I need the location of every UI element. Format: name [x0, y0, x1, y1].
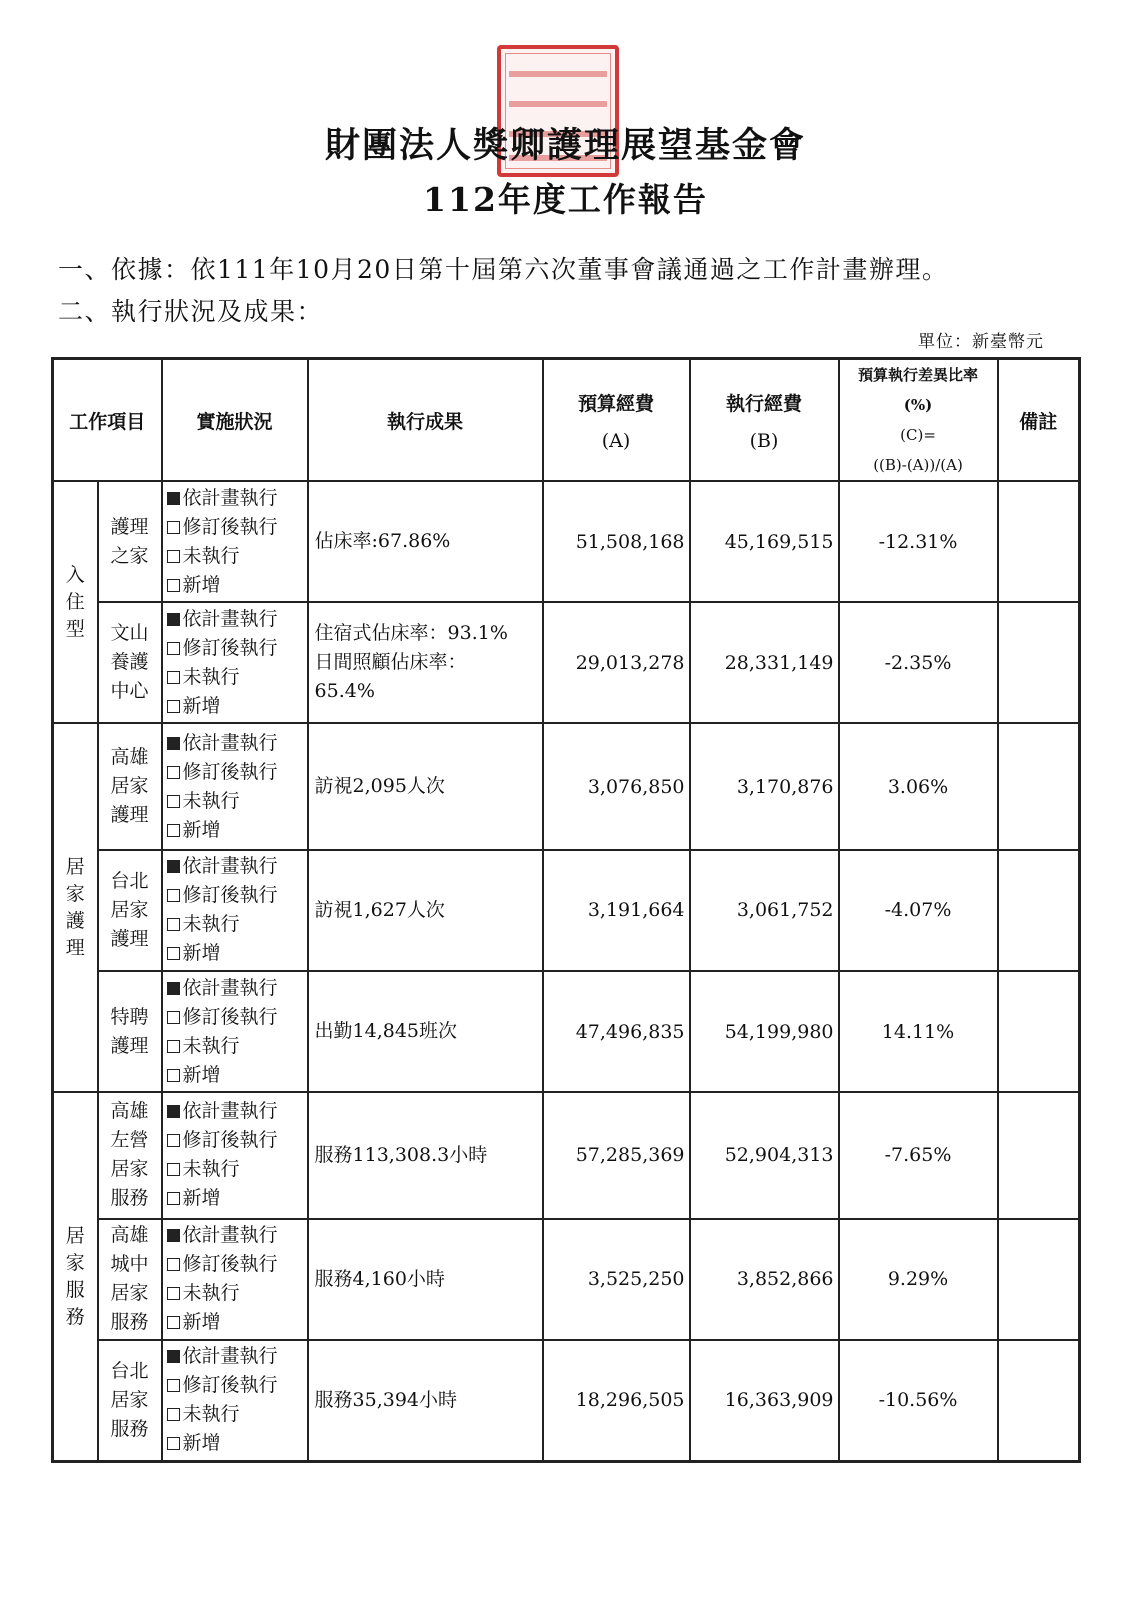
status-checklist: [162, 481, 308, 602]
work-item-line: 養護: [110, 651, 149, 674]
work-item-line: 文山: [110, 622, 149, 645]
empty-box-icon: [167, 1163, 180, 1176]
spent-cell: 16,363,909: [690, 1340, 839, 1462]
note-cell: [998, 971, 1080, 1092]
status-option-label: 修訂後執行: [182, 884, 278, 907]
status-option-label: 依計畫執行: [182, 855, 278, 878]
header-spent-label: 執行經費: [726, 392, 803, 415]
empty-box-icon: [167, 521, 180, 534]
empty-box-icon: [167, 889, 180, 902]
status-checklist: [162, 850, 308, 971]
work-item-cell: [98, 481, 162, 602]
document-subtitle: 112年度工作報告: [423, 180, 708, 219]
header-ratio-label: 預算執行差異比率: [858, 366, 979, 384]
budget-cell: 51,508,168: [543, 481, 690, 602]
status-option: [167, 692, 307, 721]
result-cell: [308, 723, 543, 849]
spent-cell: 3,061,752: [690, 850, 839, 971]
variance-ratio-cell: 3.06%: [839, 723, 998, 849]
status-option: [167, 881, 307, 910]
status-option: [167, 816, 307, 845]
status-option: [167, 663, 307, 692]
work-item-line: 服務: [110, 1187, 149, 1210]
status-option-label: 未執行: [182, 1158, 240, 1181]
empty-box-icon: [167, 1040, 180, 1053]
result-cell: [308, 602, 543, 723]
status-option: [167, 605, 307, 634]
status-option: [167, 1184, 307, 1213]
status-option-label: 未執行: [182, 544, 240, 567]
spent-cell: 28,331,149: [690, 602, 839, 723]
variance-ratio-cell: -10.56%: [839, 1340, 998, 1462]
status-option-label: 依計畫執行: [182, 1345, 278, 1368]
note-cell: [998, 723, 1080, 849]
category-char: 居: [65, 855, 85, 878]
status-option: [167, 1308, 307, 1337]
status-option-label: 依計畫執行: [182, 976, 278, 999]
result-line: 65.4%: [314, 680, 375, 703]
status-option-label: 未執行: [182, 913, 240, 936]
currency-unit: 單位：新臺幣元: [918, 332, 1044, 352]
work-item-line: 居家: [110, 898, 149, 921]
header-spent: [690, 359, 839, 482]
checked-box-icon: [167, 613, 180, 626]
status-option: [167, 1061, 307, 1090]
status-option: [167, 758, 307, 787]
header-budget-code: (A): [601, 429, 631, 452]
work-item-line: 城中: [110, 1253, 149, 1276]
work-item-line: 護理: [110, 927, 149, 950]
note-cell: [998, 602, 1080, 723]
checked-box-icon: [167, 1229, 180, 1242]
work-item-cell: [98, 850, 162, 971]
category-char: 家: [65, 882, 85, 905]
empty-box-icon: [167, 700, 180, 713]
result-cell: [308, 1219, 543, 1340]
empty-box-icon: [167, 1258, 180, 1271]
seal-stroke: [509, 101, 607, 107]
budget-cell: 57,285,369: [543, 1092, 690, 1218]
work-item-line: 高雄: [110, 1100, 149, 1123]
header-budget-label: 預算經費: [578, 392, 655, 415]
spent-cell: 3,170,876: [690, 723, 839, 849]
section-basis: 一、依據：依111年10月20日第十屆第六次董事會議通過之工作計畫辦理。: [58, 255, 949, 284]
checked-box-icon: [167, 1105, 180, 1118]
status-option-label: 新增: [182, 1063, 221, 1086]
header-note: 備註: [998, 359, 1080, 482]
category-char: 理: [65, 936, 85, 959]
status-option-label: 依計畫執行: [182, 486, 278, 509]
status-option: [167, 852, 307, 881]
status-option-label: 未執行: [182, 665, 240, 688]
status-option: [167, 1250, 307, 1279]
variance-ratio-cell: -4.07%: [839, 850, 998, 971]
seal-stroke: [509, 71, 607, 77]
work-item-line: 護理: [110, 1034, 149, 1057]
category-cell: [53, 1092, 98, 1461]
result-line: 訪視2,095人次: [314, 775, 445, 798]
budget-cell: 3,076,850: [543, 723, 690, 849]
work-item-cell: [98, 723, 162, 849]
status-option-label: 修訂後執行: [182, 515, 278, 538]
empty-box-icon: [167, 824, 180, 837]
work-item-line: 左營: [110, 1129, 149, 1152]
note-cell: [998, 1340, 1080, 1462]
work-report-table: [51, 357, 1081, 1463]
empty-box-icon: [167, 795, 180, 808]
work-item-line: 高雄: [110, 1224, 149, 1247]
result-cell: [308, 481, 543, 602]
budget-cell: 18,296,505: [543, 1340, 690, 1462]
status-option: [167, 634, 307, 663]
status-option: [167, 1032, 307, 1061]
budget-cell: 3,525,250: [543, 1219, 690, 1340]
table-row: [53, 850, 1080, 971]
status-option-label: 新增: [182, 573, 221, 596]
status-option-label: 依計畫執行: [182, 1100, 278, 1123]
status-option: [167, 1221, 307, 1250]
category-char: 服: [65, 1278, 85, 1301]
section-status: 二、執行狀況及成果：: [58, 297, 324, 326]
status-option: [167, 910, 307, 939]
table-row: [53, 1340, 1080, 1462]
status-option-label: 依計畫執行: [182, 607, 278, 630]
status-option: [167, 1155, 307, 1184]
empty-box-icon: [167, 918, 180, 931]
spent-cell: 3,852,866: [690, 1219, 839, 1340]
header-status: 實施狀況: [162, 359, 308, 482]
checked-box-icon: [167, 1350, 180, 1363]
status-option-label: 修訂後執行: [182, 760, 278, 783]
status-option-label: 新增: [182, 694, 221, 717]
empty-box-icon: [167, 1011, 180, 1024]
status-option: [167, 484, 307, 513]
status-option: [167, 571, 307, 600]
note-cell: [998, 1092, 1080, 1218]
table-row: [53, 971, 1080, 1092]
work-item-cell: [98, 971, 162, 1092]
status-option-label: 未執行: [182, 1034, 240, 1057]
result-cell: [308, 971, 543, 1092]
status-option-label: 未執行: [182, 789, 240, 812]
status-checklist: [162, 1092, 308, 1218]
result-line: 出勤14,845班次: [314, 1020, 457, 1043]
status-option: [167, 1429, 307, 1458]
empty-box-icon: [167, 1408, 180, 1421]
work-item-cell: [98, 1092, 162, 1218]
work-item-line: 護理: [110, 804, 149, 827]
work-item-line: 服務: [110, 1311, 149, 1334]
status-option: [167, 542, 307, 571]
category-cell: [53, 723, 98, 1092]
result-cell: [308, 1092, 543, 1218]
table-row: [53, 602, 1080, 723]
work-item-cell: [98, 1340, 162, 1462]
status-option-label: 修訂後執行: [182, 1374, 278, 1397]
work-item-line: 護理: [110, 515, 149, 538]
result-cell: [308, 1340, 543, 1462]
status-checklist: [162, 971, 308, 1092]
status-option: [167, 787, 307, 816]
category-cell: [53, 481, 98, 723]
category-char: 住: [65, 590, 85, 613]
work-item-cell: [98, 1219, 162, 1340]
status-checklist: [162, 602, 308, 723]
empty-box-icon: [167, 1437, 180, 1450]
category-char: 家: [65, 1251, 85, 1274]
empty-box-icon: [167, 1379, 180, 1392]
result-line: 訪視1,627人次: [314, 898, 445, 921]
header-ratio-percent: (%): [903, 396, 933, 414]
work-item-line: 台北: [110, 1359, 149, 1382]
budget-cell: 29,013,278: [543, 602, 690, 723]
work-item-line: 居家: [110, 775, 149, 798]
status-option-label: 依計畫執行: [182, 731, 278, 754]
category-char: 務: [65, 1305, 85, 1328]
variance-ratio-cell: 9.29%: [839, 1219, 998, 1340]
status-option-label: 未執行: [182, 1282, 240, 1305]
work-item-line: 服務: [110, 1417, 149, 1440]
work-item-line: 高雄: [110, 746, 149, 769]
work-item-line: 居家: [110, 1282, 149, 1305]
empty-box-icon: [167, 1134, 180, 1147]
status-option-label: 新增: [182, 942, 221, 965]
category-char: 居: [65, 1224, 85, 1247]
category-char: 型: [65, 617, 85, 640]
header-variance-ratio: [839, 359, 998, 482]
variance-ratio-cell: -7.65%: [839, 1092, 998, 1218]
result-line: 服務35,394小時: [314, 1388, 457, 1411]
status-checklist: [162, 1340, 308, 1462]
status-option: [167, 1400, 307, 1429]
note-cell: [998, 850, 1080, 971]
result-line: 住宿式佔床率：93.1%: [314, 622, 508, 645]
status-option-label: 未執行: [182, 1403, 240, 1426]
header-spent-code: (B): [749, 429, 779, 452]
result-cell: [308, 850, 543, 971]
checked-box-icon: [167, 860, 180, 873]
empty-box-icon: [167, 766, 180, 779]
work-item-line: 特聘: [110, 1005, 149, 1028]
status-option: [167, 729, 307, 758]
status-option-label: 修訂後執行: [182, 1129, 278, 1152]
status-option: [167, 1342, 307, 1371]
empty-box-icon: [167, 579, 180, 592]
status-checklist: [162, 723, 308, 849]
header-result: 執行成果: [308, 359, 543, 482]
category-char: 護: [65, 909, 85, 932]
checked-box-icon: [167, 737, 180, 750]
status-option-label: 依計畫執行: [182, 1224, 278, 1247]
status-option: [167, 1003, 307, 1032]
budget-cell: 3,191,664: [543, 850, 690, 971]
status-option-label: 新增: [182, 1432, 221, 1455]
result-line: 日間照顧佔床率：: [314, 651, 467, 674]
status-option: [167, 513, 307, 542]
note-cell: [998, 1219, 1080, 1340]
variance-ratio-cell: 14.11%: [839, 971, 998, 1092]
status-option: [167, 1279, 307, 1308]
table-row: [53, 1092, 1080, 1218]
header-ratio-code: (C)=: [900, 426, 936, 444]
result-line: 服務4,160小時: [314, 1267, 445, 1290]
checked-box-icon: [167, 492, 180, 505]
status-option-label: 新增: [182, 1311, 221, 1334]
empty-box-icon: [167, 1069, 180, 1082]
status-option: [167, 1126, 307, 1155]
work-item-line: 中心: [110, 680, 149, 703]
budget-cell: 47,496,835: [543, 971, 690, 1092]
status-option: [167, 939, 307, 968]
header-budget: [543, 359, 690, 482]
table-row: [53, 1219, 1080, 1340]
status-checklist: [162, 1219, 308, 1340]
work-item-line: 之家: [110, 544, 149, 567]
result-line: 佔床率:67.86%: [314, 530, 451, 553]
empty-box-icon: [167, 947, 180, 960]
header-work-item: 工作項目: [53, 359, 162, 482]
work-item-line: 台北: [110, 869, 149, 892]
checked-box-icon: [167, 982, 180, 995]
variance-ratio-cell: -2.35%: [839, 602, 998, 723]
status-option-label: 修訂後執行: [182, 1005, 278, 1028]
table-row: [53, 481, 1080, 602]
status-option: [167, 974, 307, 1003]
empty-box-icon: [167, 1287, 180, 1300]
work-item-cell: [98, 602, 162, 723]
status-option: [167, 1097, 307, 1126]
status-option-label: 修訂後執行: [182, 636, 278, 659]
work-item-line: 居家: [110, 1388, 149, 1411]
document-title: 財團法人獎卿護理展望基金會: [324, 125, 806, 166]
empty-box-icon: [167, 550, 180, 563]
status-option-label: 修訂後執行: [182, 1253, 278, 1276]
variance-ratio-cell: -12.31%: [839, 481, 998, 602]
spent-cell: 45,169,515: [690, 481, 839, 602]
spent-cell: 54,199,980: [690, 971, 839, 1092]
note-cell: [998, 481, 1080, 602]
category-char: 入: [65, 563, 85, 586]
empty-box-icon: [167, 642, 180, 655]
header-ratio-formula: ((B)-(A))/(A): [873, 456, 963, 474]
spent-cell: 52,904,313: [690, 1092, 839, 1218]
empty-box-icon: [167, 1192, 180, 1205]
status-option-label: 新增: [182, 1187, 221, 1210]
table-row: [53, 723, 1080, 849]
status-option: [167, 1371, 307, 1400]
status-option-label: 新增: [182, 818, 221, 841]
work-item-line: 居家: [110, 1158, 149, 1181]
result-line: 服務113,308.3小時: [314, 1143, 488, 1166]
empty-box-icon: [167, 1316, 180, 1329]
empty-box-icon: [167, 671, 180, 684]
